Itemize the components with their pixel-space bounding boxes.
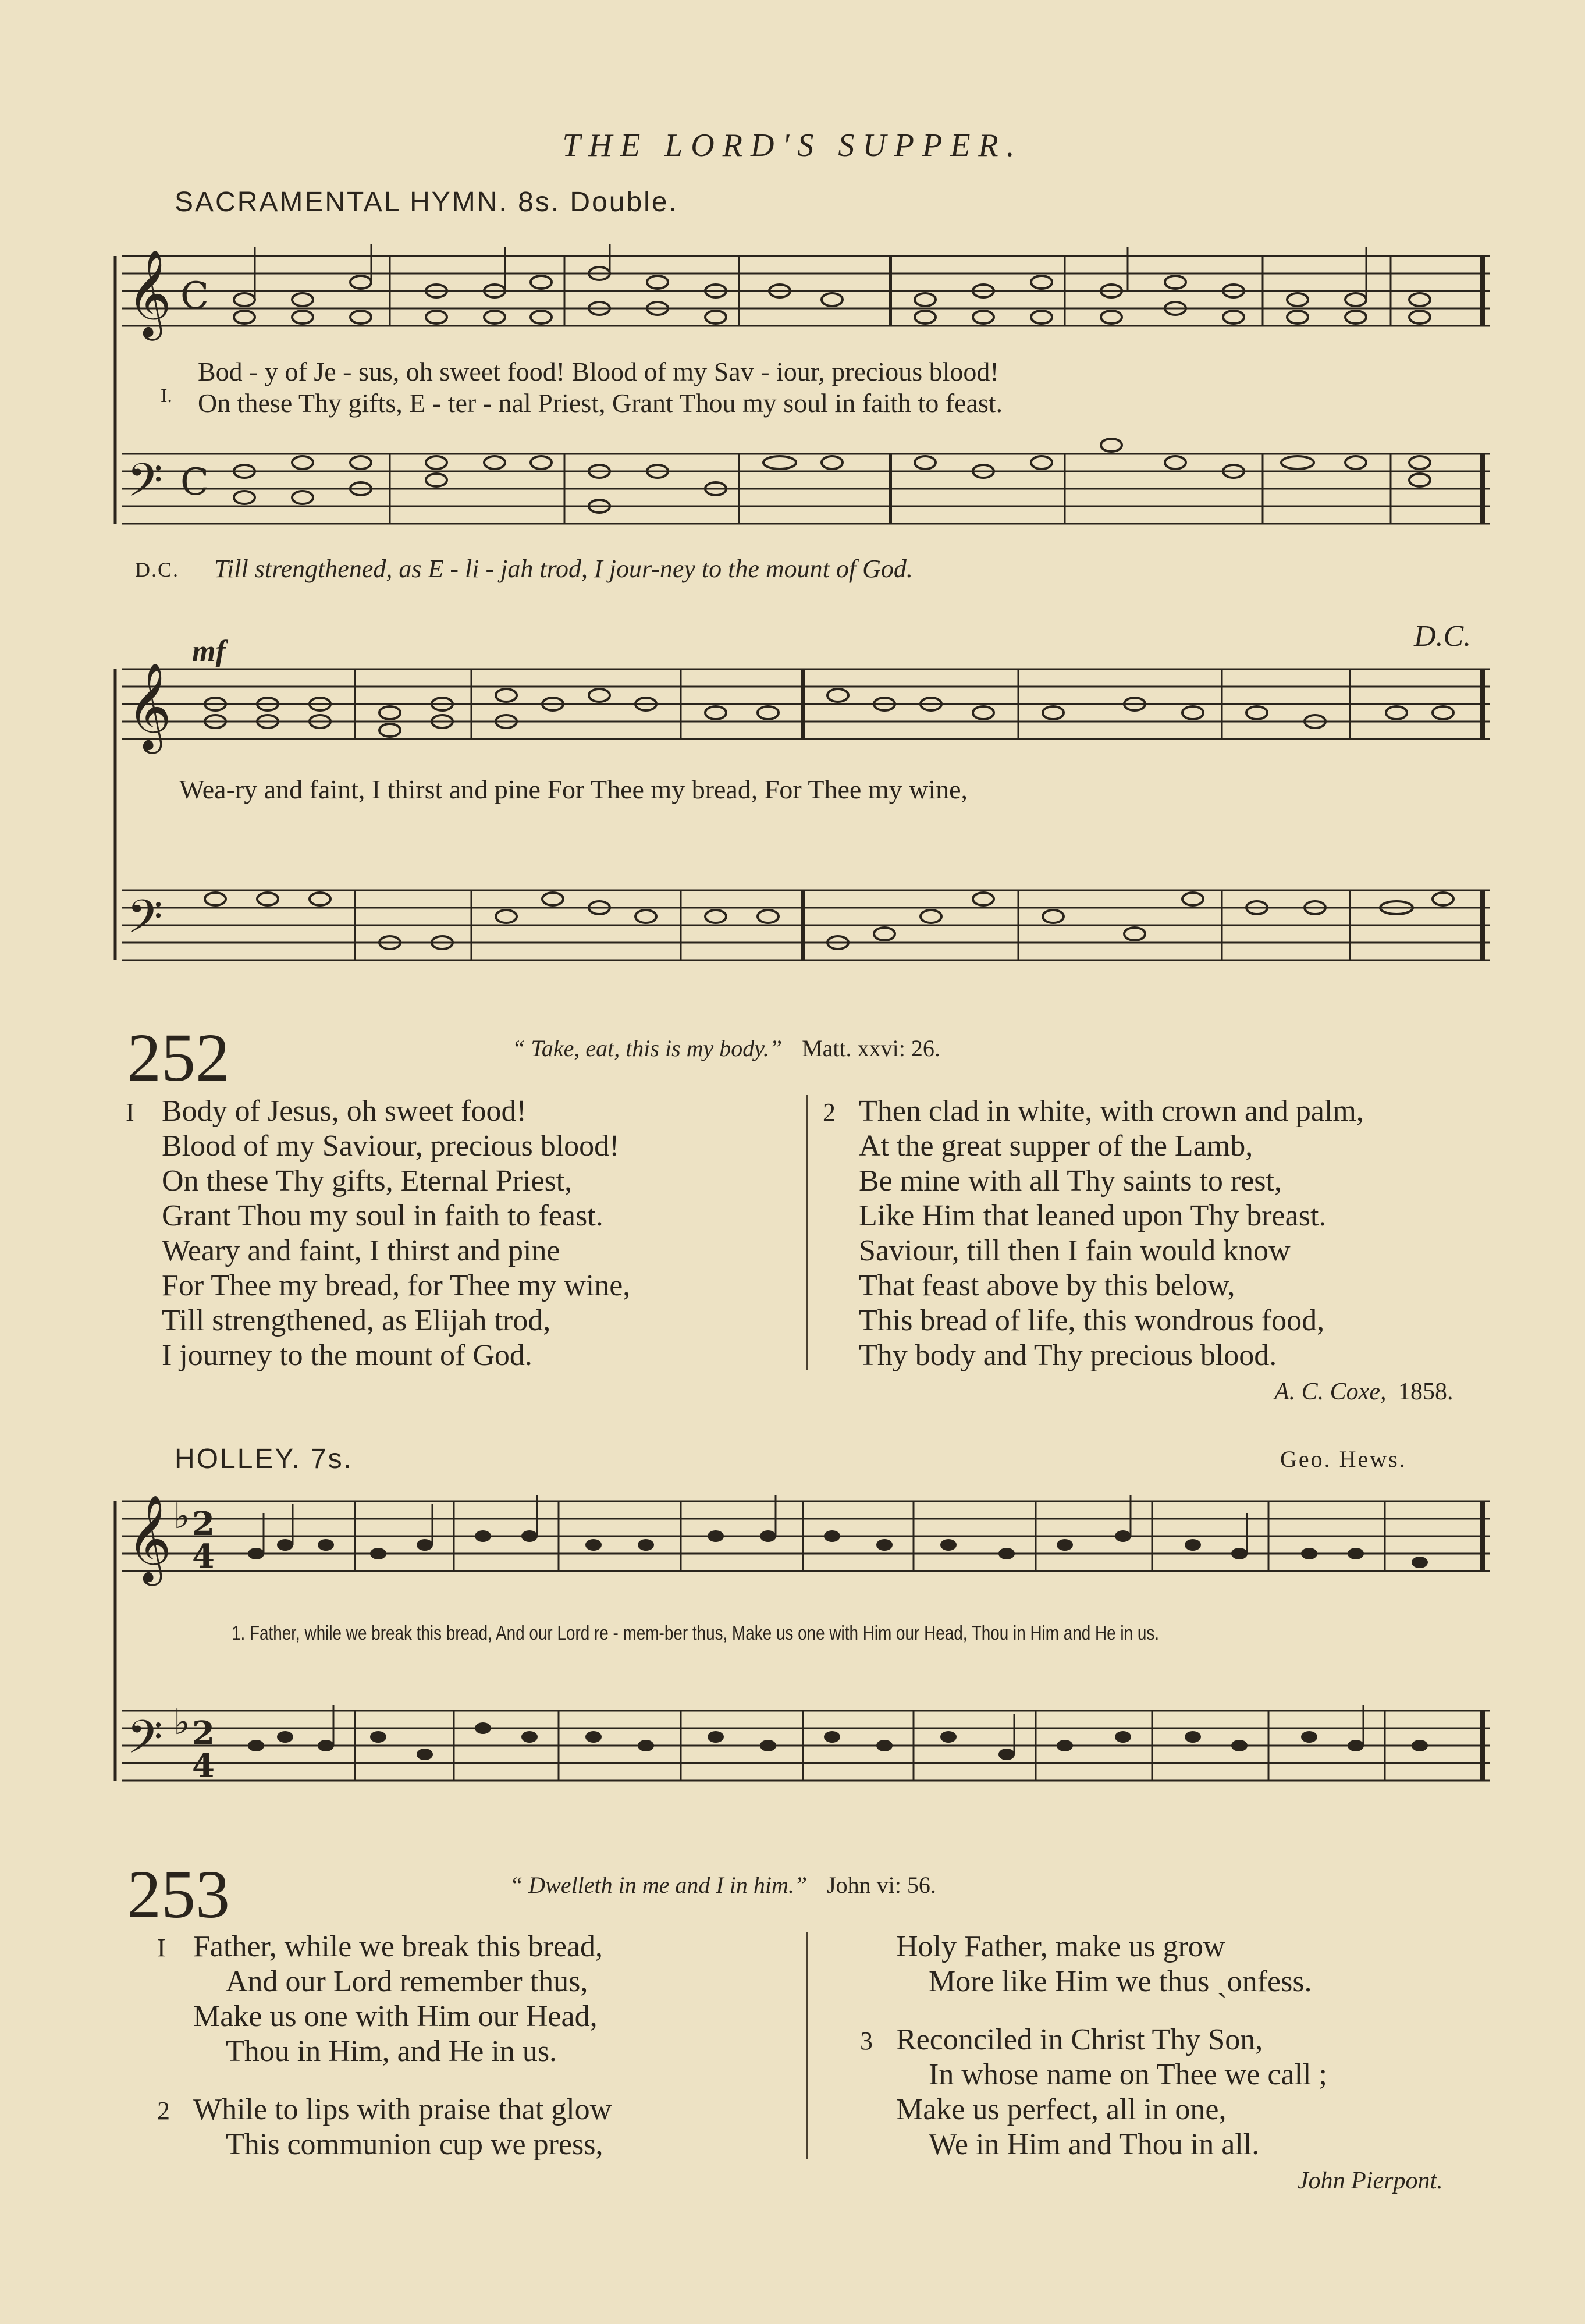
verse-line: That feast above by this below,	[859, 1269, 1235, 1302]
tune-title-holley: HOLLEY. 7s.	[175, 1444, 353, 1474]
scripture-ref-253	[510, 1871, 936, 1899]
verse-line: Be mine with all Thy saints to rest,	[859, 1164, 1282, 1197]
stanza-252-1	[126, 1094, 631, 1373]
svg-text:♭: ♭	[173, 1496, 190, 1537]
verse-line: Thou in Him, and He in us.	[226, 2035, 557, 2068]
author-252	[1274, 1378, 1453, 1406]
verse-line: Like Him that leaned upon Thy breast.	[859, 1199, 1327, 1232]
verse-line: Thy body and Thy precious blood.	[859, 1339, 1277, 1372]
verse-line: Reconciled in Christ Thy Son,	[896, 2023, 1263, 2056]
hymn-number-252: 252	[127, 1019, 230, 1096]
verse-line: In whose name on Thee we call ;	[929, 2058, 1327, 2091]
dc-mark: D.C.	[1414, 620, 1472, 653]
stanza-252-2	[823, 1094, 1364, 1373]
svg-text:𝄞: 𝄞	[127, 248, 172, 337]
svg-text:C: C	[180, 275, 209, 318]
stanza-253-3	[860, 2023, 1327, 2162]
stanza-253-2-cont	[896, 1929, 1312, 1999]
verse-line: I journey to the mount of God.	[162, 1339, 532, 1372]
author-year: 1858.	[1398, 1378, 1453, 1405]
lyrics-line-2: On these Thy gifts, E - ter - nal Priest, Grant Thou my soul in faith to feast.	[198, 388, 1003, 418]
author-253: John Pierpont.	[1298, 2167, 1443, 2194]
verse-line: Make us one with Him our Head,	[193, 2000, 598, 2033]
column-divider	[806, 1095, 808, 1370]
dc-label: D.C.	[135, 558, 180, 581]
svg-text:♭: ♭	[173, 1702, 190, 1743]
verse-line: Till strengthened, as Elijah trod,	[162, 1304, 551, 1337]
scripture-ref-252	[512, 1035, 940, 1062]
verse-line: Father, while we break this bread,	[193, 1930, 603, 1963]
author-name: A. C. Coxe,	[1274, 1378, 1387, 1405]
scripture-citation: John vi: 56.	[827, 1872, 936, 1898]
running-head: THE LORD'S SUPPER.	[562, 127, 1023, 164]
verse-line: Body of Jesus, oh sweet food!	[162, 1095, 527, 1128]
stanza-number: I	[126, 1098, 134, 1127]
lyrics-line-3: Wea-ry and faint, I thirst and pine For Thee my bread, For Thee my wine,	[179, 774, 968, 804]
dc-text: Till strengthened, as E - li - jah trod, I jour-ney to the mount of God.	[214, 555, 913, 583]
dynamic-mark: mf	[192, 635, 226, 668]
verse-line: Holy Father, make us grow	[896, 1930, 1225, 1963]
scripture-quote: “ Take, eat, this is my body.”	[512, 1035, 783, 1061]
stanza-number: 2	[157, 2096, 170, 2125]
tune-title: SACRAMENTAL HYMN. 8s. Double.	[175, 187, 678, 218]
music-system-2	[111, 658, 1495, 972]
svg-text:𝄢: 𝄢	[127, 890, 163, 955]
verse-line: More like Him we thus ˏonfess.	[929, 1965, 1312, 1998]
verse-line: For Thee my bread, for Thee my wine,	[162, 1269, 631, 1302]
svg-text:C: C	[180, 461, 209, 504]
scripture-quote: “ Dwelleth in me and I in him.”	[510, 1872, 808, 1898]
stanza-253-1	[157, 1929, 603, 2069]
composer: Geo. Hews.	[1280, 1446, 1407, 1472]
verse-marker: I.	[161, 385, 172, 407]
svg-text:𝄢: 𝄢	[127, 1710, 163, 1775]
column-divider	[806, 1932, 808, 2159]
verse-line: Then clad in white, with crown and palm,	[859, 1095, 1364, 1128]
verse-line: Blood of my Saviour, precious blood!	[162, 1129, 620, 1163]
verse-line: Make us perfect, all in one,	[896, 2093, 1227, 2126]
stanza-number: I	[157, 1934, 166, 1962]
verse-line: On these Thy gifts, Eternal Priest,	[162, 1164, 573, 1197]
verse-line: We in Him and Thou in all.	[929, 2128, 1260, 2161]
verse-line: At the great supper of the Lamb,	[859, 1129, 1253, 1163]
hymn-number-253: 253	[127, 1856, 230, 1932]
verse-line: And our Lord remember thus,	[226, 1965, 588, 1998]
verse-line: Grant Thou my soul in faith to feast.	[162, 1199, 603, 1232]
svg-text:𝄞: 𝄞	[127, 662, 172, 750]
lyrics-holley: 1. Father, while we break this bread, And our Lord re - mem-ber thus, Make us one with Him our Head, Thou in Him and He in us.	[232, 1622, 1160, 1644]
stanza-number: 2	[823, 1098, 836, 1127]
svg-text:2: 2	[192, 1505, 215, 1543]
svg-text:4: 4	[192, 1537, 215, 1576]
scripture-citation: Matt. xxvi: 26.	[802, 1035, 940, 1061]
svg-text:𝄞: 𝄞	[127, 1494, 172, 1582]
verse-line: This bread of life, this wondrous food,	[859, 1304, 1325, 1337]
verse-line: While to lips with praise that glow	[193, 2093, 612, 2126]
verse-line: Saviour, till then I fain would know	[859, 1234, 1291, 1267]
svg-text:2: 2	[192, 1714, 215, 1753]
lyrics-line-1: Bod - y of Je - sus, oh sweet food! Blood of my Sav - iour, precious blood!	[198, 357, 999, 386]
music-system-3	[111, 1490, 1495, 1815]
verse-line: This communion cup we press,	[226, 2128, 603, 2161]
stanza-253-2	[157, 2092, 612, 2162]
verse-line: Weary and faint, I thirst and pine	[162, 1234, 560, 1267]
stanza-number: 3	[860, 2027, 873, 2055]
svg-text:𝄢: 𝄢	[127, 453, 163, 518]
svg-text:4: 4	[192, 1747, 215, 1785]
